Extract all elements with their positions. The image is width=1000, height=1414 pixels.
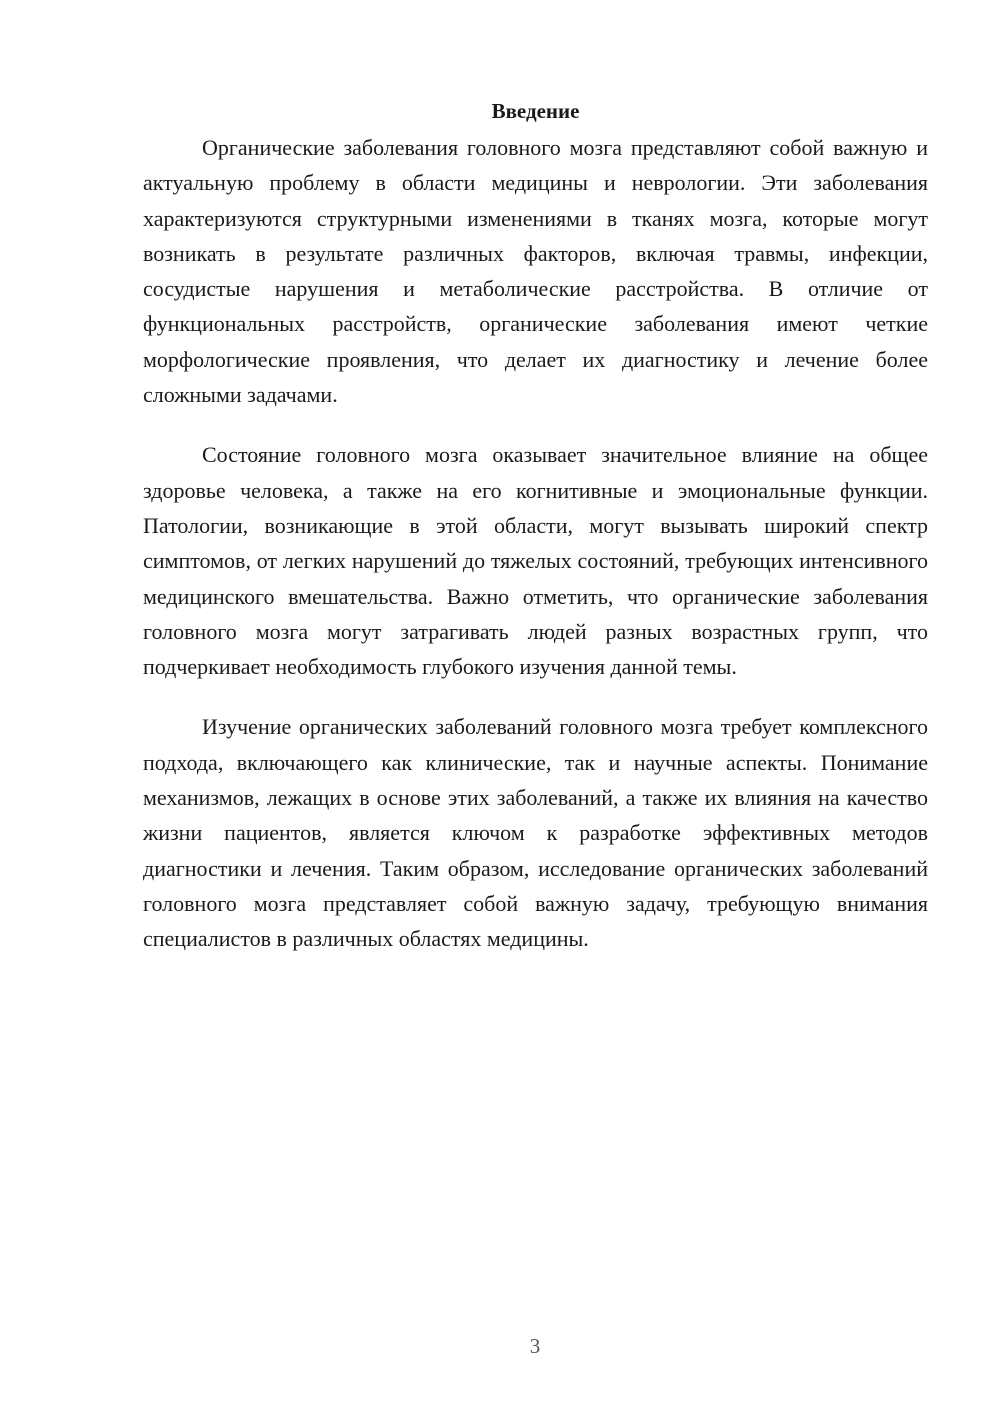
section-heading: Введение bbox=[491, 99, 580, 123]
paragraph-1: Органические заболевания головного мозга представляют собой важную и актуальную проблему в области медицины и неврологии. Эти заболевания характеризуются структурными изменениями в тканях мозга, которые могут возникать в результате различных факторов, включая травмы, инфекции, сосудистые нарушения и метаболические расстройства. В отличие от функциональных расстройств, органические заболевания имеют четкие морфологические проявления, что делает их диагностику и лечение более сложными задачами. bbox=[143, 135, 928, 408]
page-content bbox=[143, 96, 928, 982]
paragraph-2: Состояние головного мозга оказывает значительное влияние на общее здоровье человека, а также на его когнитивные и эмоциональные функции. Патологии, возникающие в этой области, могут вызывать широкий спектр симптомов, от легких нарушений до тяжелых состояний, требующих интенсивного медицинского вмешательства. Важно отметить, что органические заболевания головного мозга могут затрагивать людей разных возрастных групп, что подчеркивает необходимость глубокого изучения данной темы. bbox=[143, 442, 928, 680]
paragraph-3: Изучение органических заболеваний головного мозга требует комплексного подхода, включающего как клинические, так и научные аспекты. Понимание механизмов, лежащих в основе этих заболеваний, а также их влияния на качество жизни пациентов, является ключом к разработке эффективных методов диагностики и лечения. Таким образом, исследование органических заболеваний головного мозга представляет собой важную задачу, требующую внимания специалистов в различных областях медицины. bbox=[143, 714, 928, 952]
page-number: 3 bbox=[529, 1334, 541, 1358]
